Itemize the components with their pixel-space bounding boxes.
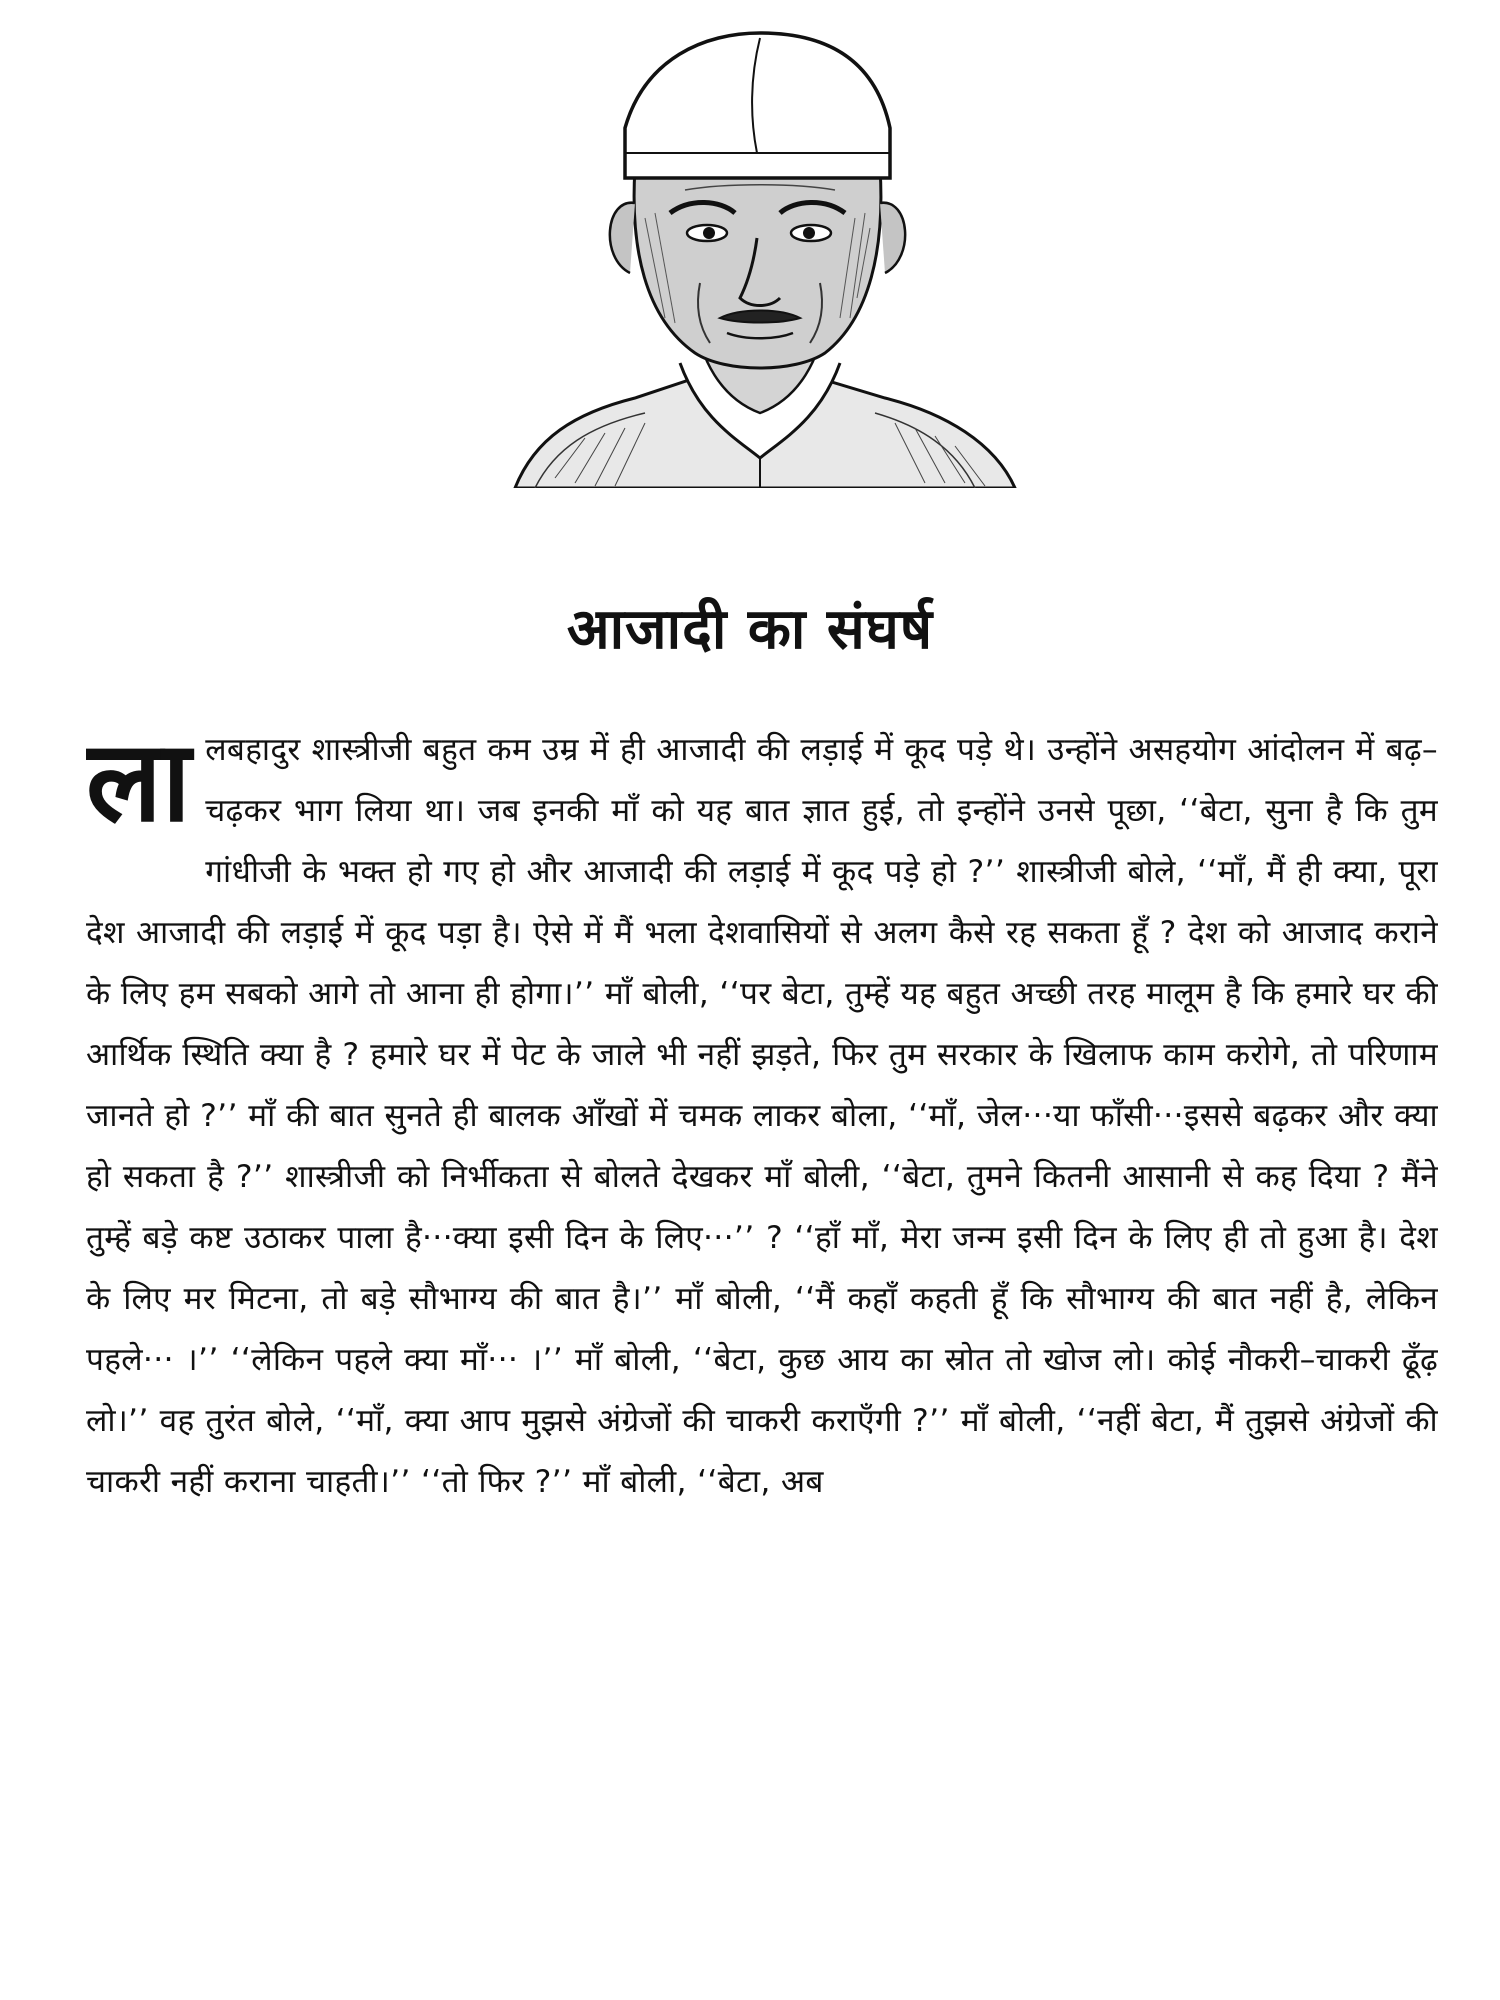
portrait-illustration xyxy=(495,18,1025,488)
drop-cap: ला xyxy=(86,720,192,847)
paragraph-text: लबहादुर शास्त्रीजी बहुत कम उम्र में ही आजादी की लड़ाई में कूद पड़े थे। उन्होंने असहयोग आंदोलन में बढ़–चढ़कर भाग लिया था। जब इनकी माँ को यह बात ज्ञात हुई, तो इन्होंने उनसे पूछा, ‘‘बेटा, सुना है कि तुम गांधीजी के भक्त हो गए हो और आजादी की लड़ाई में कूद पड़े हो ?’’ शास्त्रीजी बोले, ‘‘माँ, मैं ही क्या, पूरा देश आजादी की लड़ाई में कूद पड़ा है। ऐसे में मैं भला देशवासियों से अलग कैसे रह सकता हूँ ? देश को आजाद कराने के लिए हम सबको आगे तो आना ही होगा।’’ माँ बोली, ‘‘पर बेटा, तुम्हें यह बहुत अच्छी तरह मालूम है कि हमारे घर की आर्थिक स्थिति क्या है ? हमारे घर में पेट के जाले भी नहीं झड़ते, फिर तुम सरकार के खिलाफ काम करोगे, तो परिणाम जानते हो ?’’ माँ की बात सुनते ही बालक आँखों में चमक लाकर बोला, ‘‘माँ, जेल···या फाँसी···इससे बढ़कर और क्या हो सकता है ?’’ शास्त्रीजी को निर्भीकता से बोलते देखकर माँ बोली, ‘‘बेटा, तुमने कितनी आसानी से कह दिया ? मैंने तुम्हें बड़े कष्ट उठाकर पाला है···क्या इसी दिन के लिए···’’ ? ‘‘हाँ माँ, मेरा जन्म इसी दिन के लिए ही तो हुआ है। देश के लिए मर मिटना, तो बड़े सौभाग्य की बात है।’’ माँ बोली, ‘‘मैं कहाँ कहती हूँ कि सौभाग्य की बात नहीं है, लेकिन पहले··· ।’’ ‘‘लेकिन पहले क्या माँ··· ।’’ माँ बोली, ‘‘बेटा, कुछ आय का स्रोत तो खोज लो। कोई नौकरी–चाकरी ढूँढ़ लो।’’ वह तुरंत बोले, ‘‘माँ, क्या आप मुझसे अंग्रेजों की चाकरी कराएँगी ?’’ माँ बोली, ‘‘नहीं बेटा, मैं तुझसे अंग्रेजों की चाकरी नहीं कराना चाहती।’’ ‘‘तो फिर ?’’ माँ बोली, ‘‘बेटा, अब xyxy=(86,732,1438,1500)
page-title: आजादी का संघर्ष xyxy=(566,597,934,662)
portrait-sketch-icon xyxy=(495,18,1025,488)
body-paragraph xyxy=(86,720,1438,1970)
